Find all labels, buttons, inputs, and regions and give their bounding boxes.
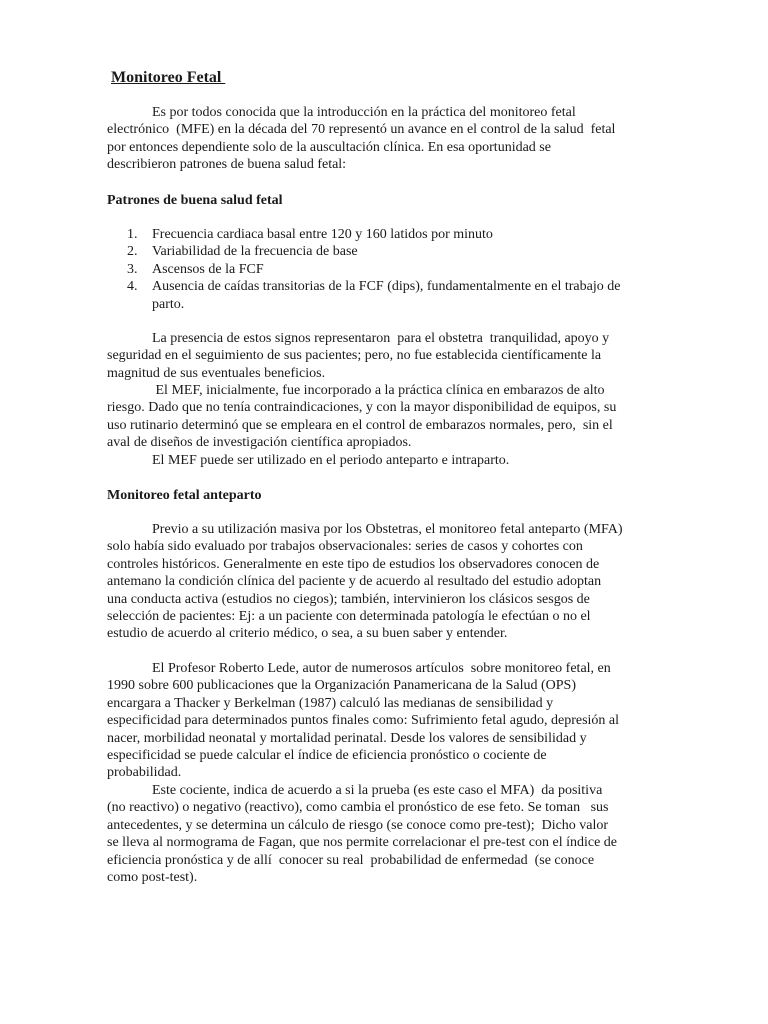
- text-line: una conducta activa (estudios no ciegos); también, intervinieron los clásicos sesgos de: [107, 591, 590, 607]
- text-line: Este cociente, indica de acuerdo a si la prueba (es este caso el MFA) da positiva: [152, 783, 603, 798]
- paragraph-lede: [107, 660, 662, 782]
- text-line: encargara a Thacker y Berkelman (1987) calculó las medianas de sensibilidad y: [107, 695, 554, 711]
- text-line: se lleva al normograma de Fagan, que nos permite correlacionar el pre-test con el índice de: [107, 835, 618, 851]
- text-line: Previo a su utilización masiva por los Obstetras, el monitoreo fetal anteparto (MFA): [152, 522, 623, 537]
- text-line: especificidad para determinados puntos finales como: Sufrimiento fetal agudo, depresión al: [107, 713, 620, 729]
- text-line: eficiencia pronóstica y de allí conocer su real probabilidad de enfermedad (se conoce: [107, 852, 595, 868]
- section-heading-patterns: Patrones de buena salud fetal: [107, 193, 283, 208]
- text-line: antemano la condición clínica del paciente y de acuerdo al resultado del estudio adoptan: [107, 574, 602, 590]
- text-line: describieron patrones de buena salud fetal:: [107, 157, 347, 173]
- paragraph-mef-usage: [107, 452, 662, 469]
- list-item-text: Ascensos de la FCF: [152, 261, 264, 277]
- text-line: El MEF, inicialmente, fue incorporado a la práctica clínica en embarazos de alto: [152, 383, 605, 398]
- section-heading-antepartum: Monitoreo fetal anteparto: [107, 488, 262, 503]
- list-item: [107, 261, 662, 278]
- list-item: [107, 226, 662, 243]
- text-line: electrónico (MFE) en la década del 70 representó un avance en el control de la salud fetal: [107, 122, 616, 138]
- text-line: uso rutinario determinó que se empleara en el control de embarazos normales, pero, sin el: [107, 417, 613, 433]
- text-line: como post-test).: [107, 869, 198, 885]
- paragraph-mef: [107, 382, 662, 452]
- list-item: [107, 243, 662, 260]
- text-line: El MEF puede ser utilizado en el periodo anteparto e intraparto.: [152, 453, 510, 468]
- list-number: 3.: [127, 261, 138, 277]
- paragraph-presence: [107, 330, 662, 382]
- text-line: aval de diseños de investigación científica apropiados.: [107, 435, 412, 451]
- list-item-text: parto.: [152, 296, 185, 312]
- text-line: 1990 sobre 600 publicaciones que la Organización Panamericana de la Salud (OPS): [107, 678, 576, 694]
- list-item-text: Variabilidad de la frecuencia de base: [152, 244, 358, 260]
- text-line: seguridad en el seguimiento de sus pacientes; pero, no fue establecida científicamente la: [107, 348, 602, 364]
- list-item-text: Frecuencia cardiaca basal entre 120 y 160 latidos por minuto: [152, 227, 493, 242]
- text-line: especificidad se puede calcular el índice de eficiencia pronóstico o cociente de: [107, 747, 547, 763]
- text-line: controles históricos. Generalmente en este tipo de estudios los observadores conocen de: [107, 556, 600, 572]
- paragraph-previous: [107, 521, 662, 643]
- text-line: antecedentes, y se determina un cálculo de riesgo (se conoce como pre-test); Dicho valor: [107, 817, 609, 833]
- patterns-list: [107, 226, 662, 313]
- text-line: selección de pacientes: Ej: a un paciente con determinada patología le efectúan o no el: [107, 608, 591, 624]
- list-number: 1.: [127, 227, 138, 242]
- text-line: por entonces dependiente solo de la auscultación clínica. En esa oportunidad se: [107, 139, 551, 155]
- text-line: solo había sido evaluado por trabajos observacionales: series de casos y cohortes con: [107, 539, 583, 555]
- intro-paragraph: [107, 104, 662, 174]
- text-line: Es por todos conocida que la introducción en la práctica del monitoreo fetal: [152, 105, 576, 120]
- paragraph-cociente: [107, 782, 662, 886]
- page-title: Monitoreo Fetal: [111, 69, 226, 86]
- list-item-text: Ausencia de caídas transitorias de la FCF (dips), fundamentalmente en el trabajo de: [152, 279, 621, 295]
- text-line: riesgo. Dado que no tenía contraindicaciones, y con la mayor disponibilidad de equipos, su: [107, 400, 617, 416]
- text-line: magnitud de sus eventuales beneficios.: [107, 365, 326, 381]
- list-item: [107, 278, 662, 313]
- text-line: estudio de acuerdo al criterio médico, o sea, a su buen saber y entender.: [107, 626, 508, 642]
- text-line: (no reactivo) o negativo (reactivo), como cambia el pronóstico de ese feto. Se toman sus: [107, 800, 609, 816]
- text-line: nacer, morbilidad neonatal y mortalidad perinatal. Desde los valores de sensibilidad y: [107, 730, 587, 746]
- list-number: 2.: [127, 244, 138, 260]
- text-line: La presencia de estos signos representaron para el obstetra tranquilidad, apoyo y: [152, 331, 610, 346]
- text-line: El Profesor Roberto Lede, autor de numerosos artículos sobre monitoreo fetal, en: [152, 661, 611, 676]
- text-line: probabilidad.: [107, 765, 182, 781]
- list-number: 4.: [127, 279, 138, 295]
